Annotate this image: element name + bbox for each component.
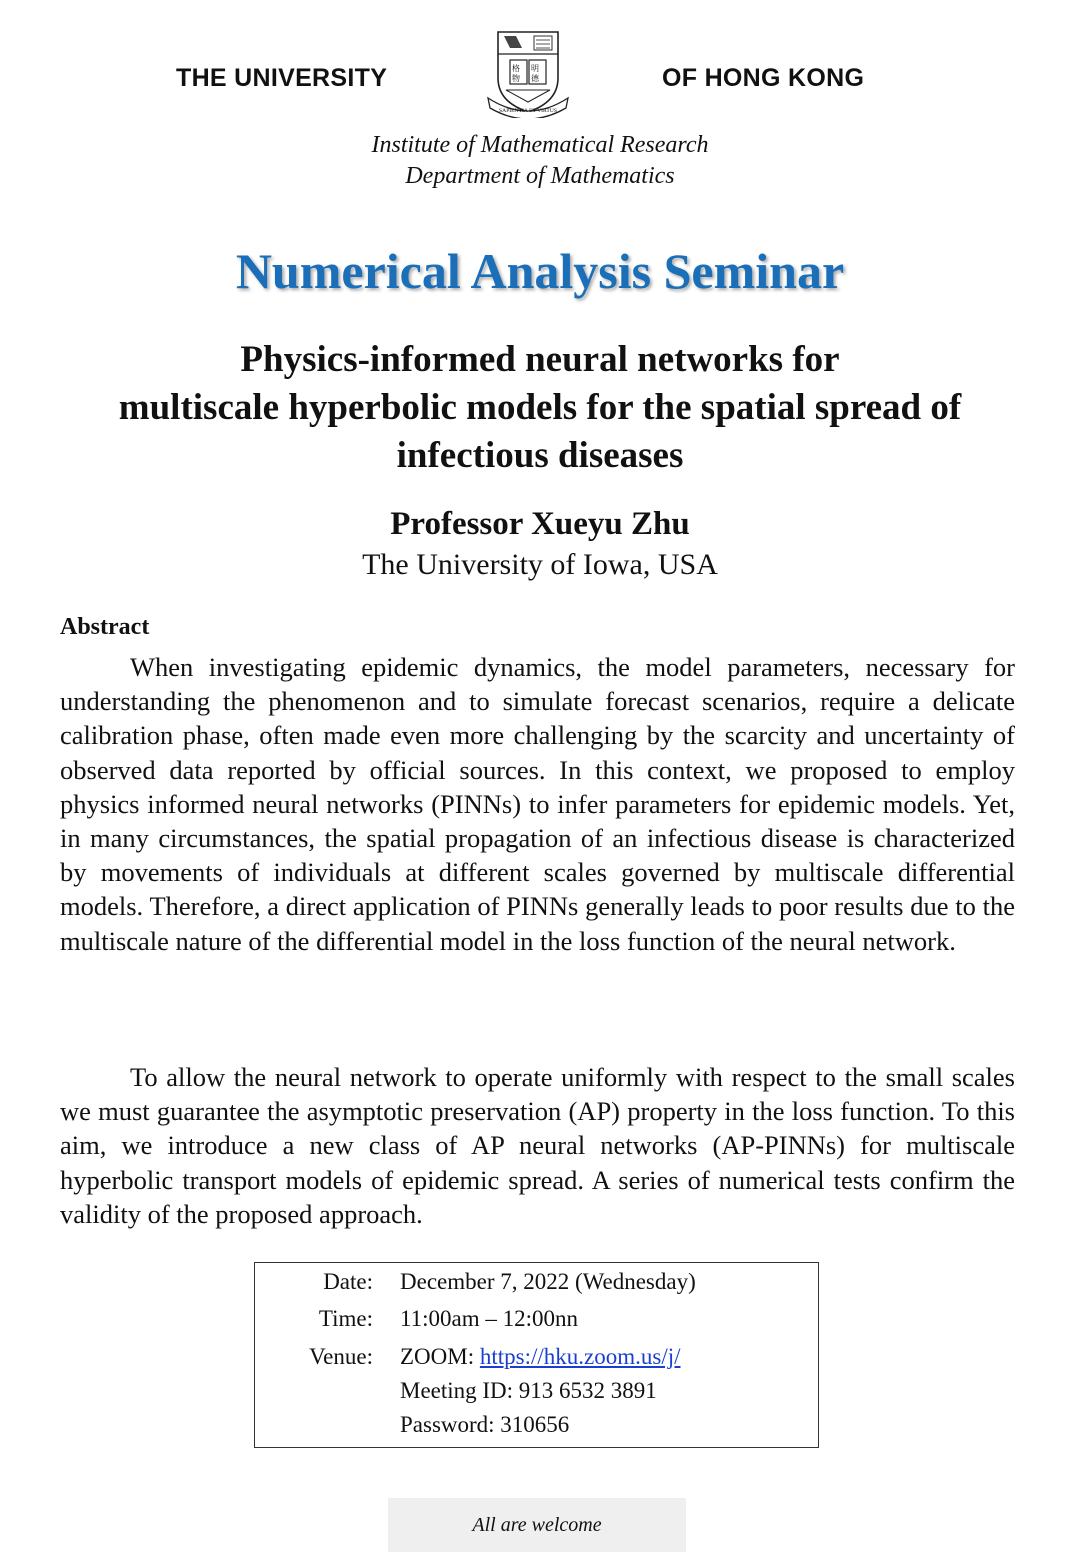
crest-motto: SAPIENTIA ET VIRTUS xyxy=(499,108,557,114)
institute-block xyxy=(0,130,1080,192)
time-label: Time: xyxy=(318,1306,373,1331)
speaker-name: Professor Xueyu Zhu xyxy=(390,506,690,542)
zoom-link[interactable]: https://hku.zoom.us/j/ xyxy=(479,1344,681,1369)
university-name-right: OF HONG KONG xyxy=(662,64,865,92)
venue-prefix: ZOOM: xyxy=(400,1344,475,1369)
meeting-id: Meeting ID: 913 6532 3891 xyxy=(400,1378,657,1403)
abstract-paragraph-2: To allow the neural network to operate uniformly with respect to the small scales we must guarantee the asymptotic preservation (AP) property in the loss function. To this aim, we introduce a new class of AP neural networks (AP-PINNs) for multiscale hyperbolic transport models of epidemic spread. A series of numerical tests confirm the validity of the proposed approach. xyxy=(60,1062,1015,1229)
hku-crest-logo xyxy=(486,28,570,118)
crest-char-3: 物 xyxy=(512,74,520,83)
event-details-box xyxy=(254,1262,819,1448)
crest-char-2: 明 xyxy=(531,64,539,73)
talk-title-line-2: multiscale hyperbolic models for the spatial spread of xyxy=(118,387,962,428)
time-row xyxy=(255,1306,818,1338)
talk-title-line-1: Physics-informed neural networks for xyxy=(240,339,840,380)
crest-char-4: 德 xyxy=(531,74,539,83)
seminar-title: Numerical Analysis Seminar xyxy=(235,243,845,299)
talk-title xyxy=(20,336,1060,480)
time-value: 11:00am – 12:00nn xyxy=(400,1306,579,1331)
venue-label: Venue: xyxy=(309,1344,373,1369)
welcome-note: All are welcome xyxy=(388,1498,686,1552)
meeting-id-row xyxy=(255,1378,818,1410)
meeting-password: Password: 310656 xyxy=(400,1412,570,1437)
venue-value xyxy=(400,1344,681,1370)
speaker-affiliation: The University of Iowa, USA xyxy=(362,548,718,581)
venue-row xyxy=(255,1344,818,1376)
date-row xyxy=(255,1269,818,1301)
talk-title-line-3: infectious diseases xyxy=(396,435,684,476)
crest-char-1: 格 xyxy=(512,64,520,73)
abstract-heading: Abstract xyxy=(60,614,150,640)
abstract-paragraph-1: When investigating epidemic dynamics, the model parameters, necessary for understanding the phenomenon and to simulate forecast scenarios, require a delicate calibration phase, often made even more challenging by the scarcity and uncertainty of observed data reported by official sources. In this context, we proposed to employ physics informed neural networks (PINNs) to infer parameters for epidemic models. Yet, in many circumstances, the spatial propagation of an infectious disease is characterized by movements of individuals at different scales governed by multiscale differential models. Therefore, a direct application of PINNs generally leads to poor results due to the multiscale nature of the differential model in the loss function of the neural network. xyxy=(60,652,1015,956)
university-name-left: THE UNIVERSITY xyxy=(176,64,388,92)
date-value: December 7, 2022 (Wednesday) xyxy=(400,1269,696,1294)
password-row xyxy=(255,1412,818,1444)
date-label: Date: xyxy=(323,1269,373,1294)
institute-name: Institute of Mathematical Research xyxy=(371,132,709,158)
department-name: Department of Mathematics xyxy=(405,163,675,189)
